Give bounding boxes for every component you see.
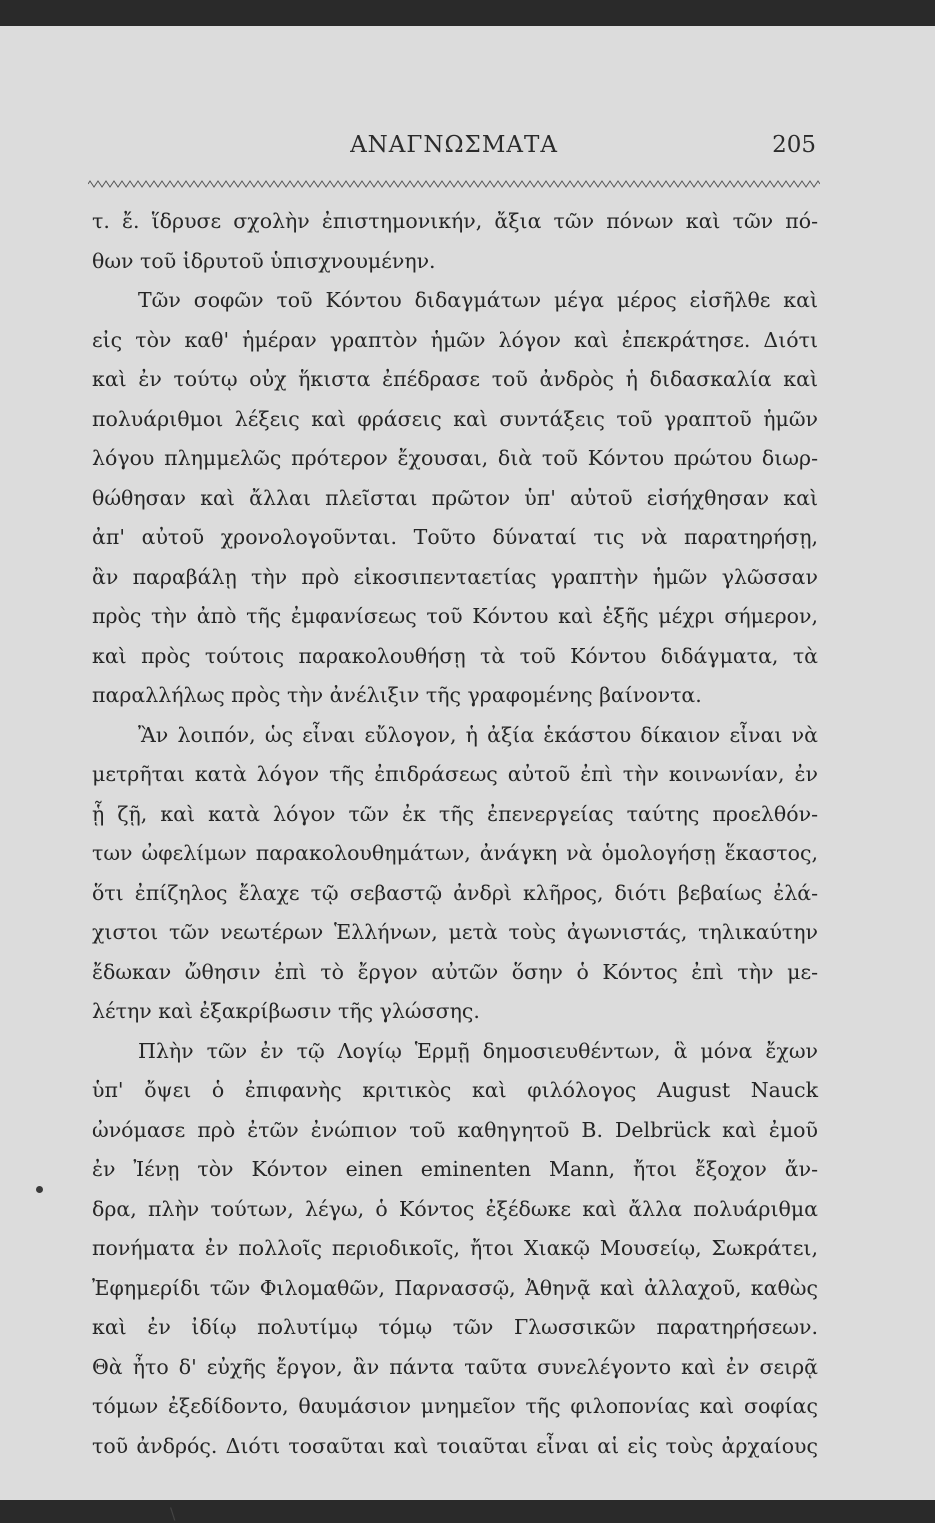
book-page — [0, 26, 935, 1523]
paragraph-start-line: Ἂν λοιπόν, ὡς εἶναι εὔλογον, ἡ ἀξία ἑκάστου δίκαιον εἶναι νὰ — [138, 722, 818, 747]
text-line: λέτην καὶ ἐξακρίβωσιν τῆς γλώσσης. — [92, 999, 480, 1023]
header-title: ΑΝΑΓΝΩΣΜΑΤΑ — [350, 132, 558, 158]
wavy-rule — [88, 179, 820, 189]
text-line: τ. ἔ. ἵδρυσε σχολὴν ἐπιστημονικήν, ἄξια τῶν πόνων καὶ τῶν πό- — [92, 209, 818, 233]
text-line: πολυάριθμοι λέξεις καὶ φράσεις καὶ συντάξεις τοῦ γραπτοῦ ἡμῶν — [92, 406, 818, 431]
body-text — [92, 202, 818, 1466]
text-line: ὠνόμασε πρὸ ἐτῶν ἐνώπιον τοῦ καθηγητοῦ B. Delbrück καὶ ἐμοῦ — [92, 1117, 818, 1142]
text-line: των ὠφελίμων παρακολουθημάτων, ἀνάγκη νὰ ὁμολογήσῃ ἕκαστος, — [92, 841, 818, 865]
text-line: εἰς τὸν καθ' ἡμέραν γραπτὸν ἡμῶν λόγον καὶ ἐπεκράτησε. Διότι — [92, 327, 818, 352]
margin-dot — [36, 1186, 43, 1193]
text-line: καὶ ἐν τούτῳ οὐχ ἥκιστα ἐπέδρασε τοῦ ἀνδρὸς ἡ διδασκαλία καὶ — [92, 367, 818, 391]
text-line: ἀπ' αὐτοῦ χρονολογοῦνται. Τοῦτο δύναταί τις νὰ παρατηρήσῃ, — [92, 525, 818, 549]
text-line: θων τοῦ ἱδρυτοῦ ὑπισχνουμένην. — [92, 248, 436, 273]
text-line: χιστοι τῶν νεωτέρων Ἑλλήνων, μετὰ τοὺς ἀγωνιστάς, τηλικαύτην — [92, 920, 818, 944]
running-header — [88, 128, 820, 168]
text-line: πονήματα ἐν πολλοῖς περιοδικοῖς, ἤτοι Χιακῷ Μουσείῳ, Σωκράτει, — [92, 1236, 818, 1260]
margin-mark: \ — [170, 1504, 176, 1523]
text-line: ἔδωκαν ὤθησιν ἐπὶ τὸ ἔργον αὐτῶν ὅσην ὁ Κόντος ἐπὶ τὴν με- — [92, 959, 818, 984]
text-line: ἐν Ἰένῃ τὸν Κόντον einen eminenten Mann, ἤτοι ἔξοχον ἄν- — [92, 1157, 818, 1181]
text-line: ὅτι ἐπίζηλος ἔλαχε τῷ σεβαστῷ ἀνδρὶ κλῆρος, διότι βεβαίως ἐλά- — [92, 880, 818, 905]
text-line: τοῦ ἀνδρός. Διότι τοσαῦται καὶ τοιαῦται εἶναι αἱ εἰς τοὺς ἀρχαίους — [92, 1433, 818, 1458]
text-line: Ἐφημερίδι τῶν Φιλομαθῶν, Παρνασσῷ, Ἀθηνᾷ καὶ ἀλλαχοῦ, καθὼς — [92, 1275, 818, 1300]
text-line: παραλλήλως πρὸς τὴν ἀνέλιξιν τῆς γραφομένης βαίνοντα. — [92, 683, 702, 707]
text-line: λόγου πλημμελῶς πρότερον ἔχουσαι, διὰ τοῦ Κόντου πρώτου διωρ- — [92, 446, 818, 470]
text-line: ἂν παραβάλῃ τὴν πρὸ εἰκοσιπενταετίας γραπτὴν ἡμῶν γλῶσσαν — [92, 564, 818, 589]
text-line: δρα, πλὴν τούτων, λέγω, ὁ Κόντος ἐξέδωκε καὶ ἄλλα πολυάριθμα — [92, 1196, 818, 1221]
page-number: 205 — [772, 132, 816, 158]
text-line: καὶ πρὸς τούτοις παρακολουθήσῃ τὰ τοῦ Κόντου διδάγματα, τὰ — [92, 643, 818, 668]
text-line: μετρῆται κατὰ λόγον τῆς ἐπιδράσεως αὐτοῦ ἐπὶ τὴν κοινωνίαν, ἐν — [92, 762, 818, 786]
paragraph-start-line: Τῶν σοφῶν τοῦ Κόντου διδαγμάτων μέγα μέρος εἰσῆλθε καὶ — [138, 288, 818, 312]
text-line: πρὸς τὴν ἀπὸ τῆς ἐμφανίσεως τοῦ Κόντου καὶ ἑξῆς μέχρι σήμερον, — [92, 604, 818, 628]
text-line: ὑπ' ὄψει ὁ ἐπιφανὴς κριτικὸς καὶ φιλόλογος August Nauck — [92, 1078, 818, 1102]
text-line: καὶ ἐν ἰδίῳ πολυτίμῳ τόμῳ τῶν Γλωσσικῶν παρατηρήσεων. — [92, 1315, 818, 1339]
text-line: Θὰ ἦτο δ' εὐχῆς ἔργον, ἂν πάντα ταῦτα συνελέγοντο καὶ ἐν σειρᾷ — [92, 1354, 818, 1379]
text-line: θώθησαν καὶ ἄλλαι πλεῖσται πρῶτον ὑπ' αὐτοῦ εἰσήχθησαν καὶ — [92, 485, 818, 510]
paragraph-start-line: Πλὴν τῶν ἐν τῷ Λογίῳ Ἑρμῇ δημοσιευθέντων, ἃ μόνα ἔχων — [138, 1038, 818, 1063]
text-line: τόμων ἐξεδίδοντο, θαυμάσιον μνημεῖον τῆς φιλοπονίας καὶ σοφίας — [92, 1394, 818, 1418]
text-line: ᾗ ζῇ, καὶ κατὰ λόγον τῶν ἐκ τῆς ἐπενεργείας ταύτης προελθόν- — [92, 801, 818, 826]
